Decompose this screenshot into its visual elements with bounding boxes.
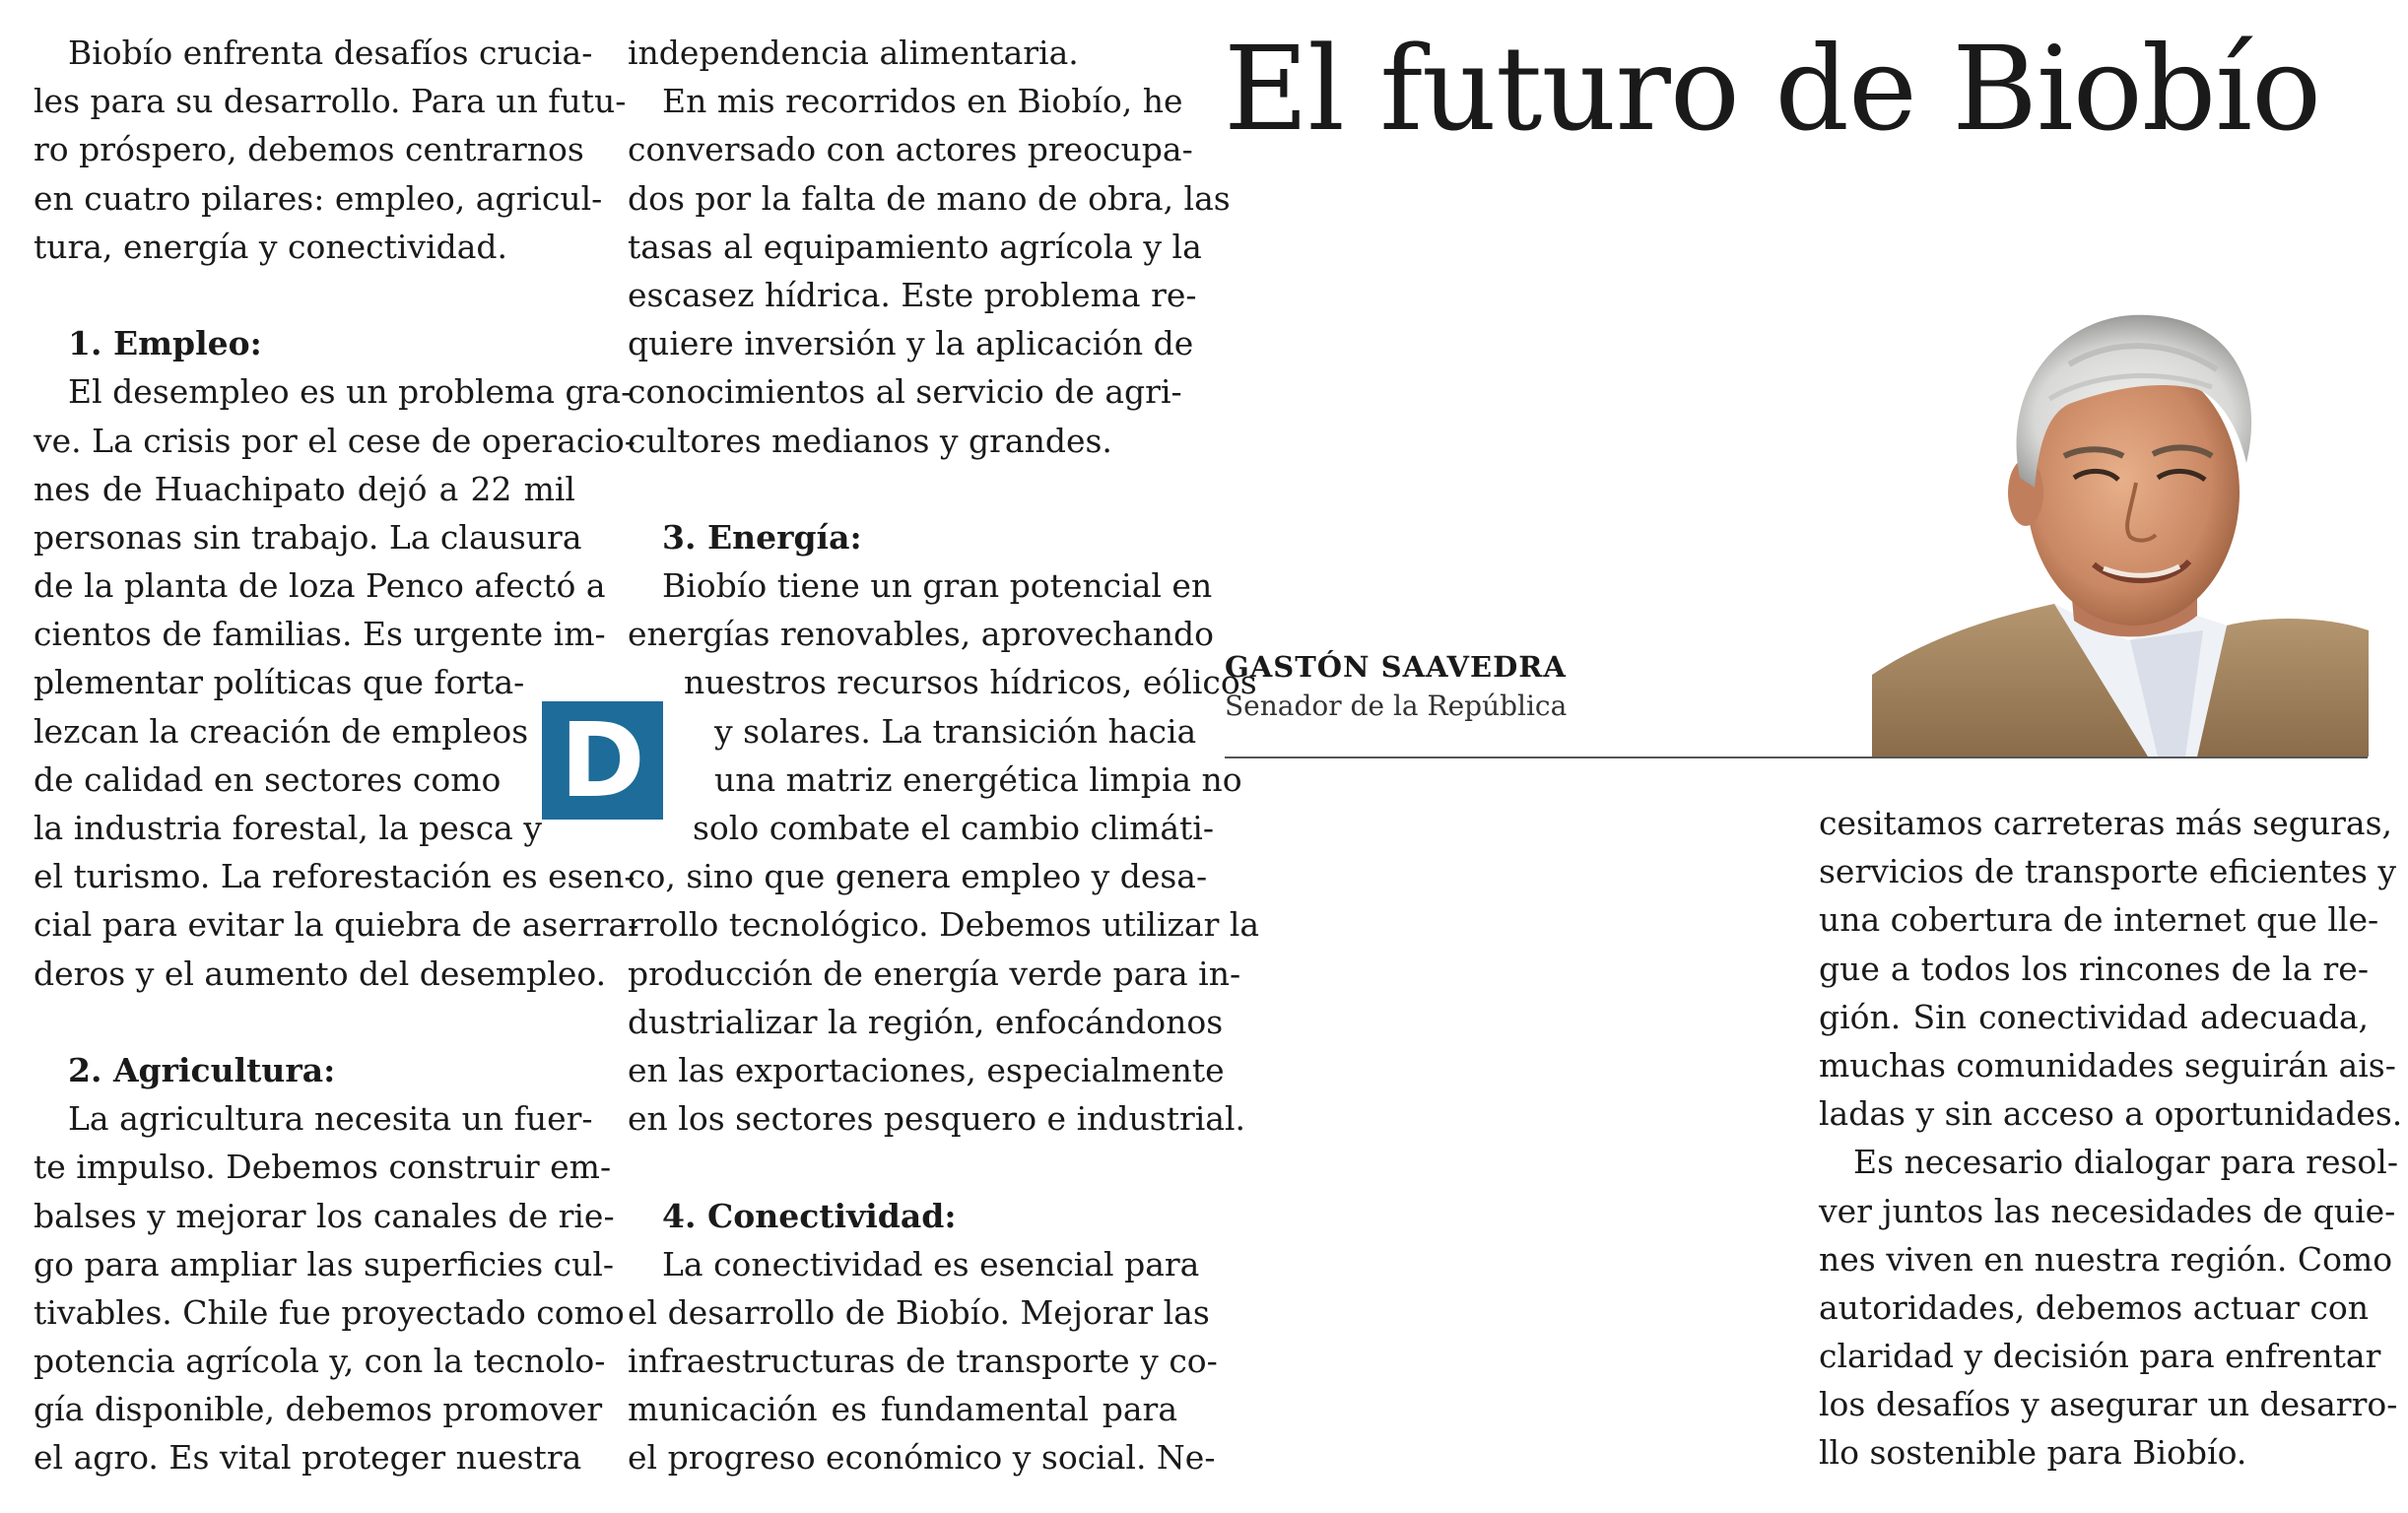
section-dropcap-badge: D bbox=[542, 701, 663, 820]
text-line: co, sino que genera empleo y desa- bbox=[628, 857, 1208, 896]
section-heading: 4. Conectividad: bbox=[662, 1196, 957, 1235]
text-line: en cuatro pilares: empleo, agricul- bbox=[33, 178, 603, 218]
section-heading: 3. Energía: bbox=[662, 517, 862, 557]
text-line: llo sostenible para Biobío. bbox=[1819, 1433, 2247, 1473]
text-line: plementar políticas que forta- bbox=[33, 663, 525, 702]
text-line: lezcan la creación de empleos bbox=[33, 711, 529, 751]
text-line: Es necesario dialogar para resol- bbox=[1853, 1143, 2398, 1182]
text-line: gue a todos los rincones de la re- bbox=[1819, 949, 2369, 988]
text-line: el desarrollo de Biobío. Mejorar las bbox=[628, 1292, 1210, 1332]
text-line: les para su desarrollo. Para un futu- bbox=[33, 82, 627, 121]
text-line: muchas comunidades seguirán ais- bbox=[1819, 1045, 2396, 1085]
text-line: ro próspero, debemos centrarnos bbox=[33, 130, 584, 169]
text-line: gión. Sin conectividad adecuada, bbox=[1819, 997, 2369, 1036]
paragraph-gap bbox=[628, 465, 1177, 513]
text-line: tura, energía y conectividad. bbox=[33, 227, 508, 266]
paragraph-gap bbox=[33, 998, 575, 1046]
text-line: una matriz energética limpia no bbox=[714, 759, 1242, 799]
text-line: En mis recorridos en Biobío, he bbox=[662, 82, 1183, 121]
text-line: servicios de transporte eficientes y bbox=[1819, 852, 2397, 891]
text-line: en los sectores pesquero e industrial. bbox=[628, 1099, 1245, 1139]
section-heading: 2. Agricultura: bbox=[68, 1050, 336, 1089]
text-line: cientos de familias. Es urgente im- bbox=[33, 615, 606, 654]
text-line: el progreso económico y social. Ne- bbox=[628, 1438, 1216, 1478]
text-line: dos por la falta de mano de obra, las bbox=[628, 178, 1231, 218]
text-line: conocimientos al servicio de agri- bbox=[628, 372, 1182, 412]
text-line: quiere inversión y la aplicación de bbox=[628, 324, 1194, 363]
text-line: deros y el aumento del desempleo. bbox=[33, 954, 607, 993]
text-line: ver juntos las necesidades de quie- bbox=[1819, 1191, 2396, 1230]
author-portrait-photo bbox=[1872, 291, 2369, 756]
text-line: energías renovables, aprovechando bbox=[628, 615, 1214, 654]
text-line: El desempleo es un problema gra- bbox=[68, 372, 633, 412]
text-line: tasas al equipamiento agrícola y la bbox=[628, 227, 1202, 266]
text-line: la industria forestal, la pesca y bbox=[33, 809, 542, 847]
text-line: claridad y decisión para enfrentar bbox=[1819, 1337, 2381, 1376]
text-line: Biobío enfrenta desafíos crucia- bbox=[68, 33, 593, 72]
text-line: el turismo. La reforestación es esen- bbox=[33, 857, 635, 896]
text-line: y solares. La transición hacia bbox=[714, 711, 1197, 751]
text-line: ladas y sin acceso a oportunidades. bbox=[1819, 1094, 2403, 1134]
paragraph-gap bbox=[33, 271, 575, 319]
text-line: balses y mejorar los canales de rie- bbox=[33, 1196, 615, 1235]
text-line: independencia alimentaria. bbox=[628, 33, 1079, 72]
text-line: de calidad en sectores como bbox=[33, 759, 502, 799]
text-line: conversado con actores preocupa- bbox=[628, 130, 1193, 169]
text-line: nes viven en nuestra región. Como bbox=[1819, 1239, 2393, 1279]
header-divider-rule bbox=[1225, 756, 2368, 758]
article-column-1 bbox=[33, 29, 639, 1482]
text-line: infraestructuras de transporte y co- bbox=[628, 1342, 1218, 1381]
article-title: El futuro de Biobío bbox=[1224, 21, 2321, 157]
text-line: los desafíos y asegurar un desarro- bbox=[1819, 1385, 2398, 1424]
text-line: municación es fundamental para bbox=[628, 1390, 1177, 1429]
text-line: el agro. Es vital proteger nuestra bbox=[33, 1438, 582, 1478]
text-line: solo combate el cambio climáti- bbox=[693, 809, 1215, 847]
text-line: escasez hídrica. Este problema re- bbox=[628, 275, 1197, 314]
article-column-2 bbox=[628, 29, 1260, 1482]
text-line: producción de energía verde para in- bbox=[628, 954, 1241, 993]
text-line: rrollo tecnológico. Debemos utilizar la bbox=[628, 905, 1260, 945]
section-heading: 1. Empleo: bbox=[68, 324, 262, 363]
text-line: Biobío tiene un gran potencial en bbox=[662, 566, 1213, 606]
text-line: dustrializar la región, enfocándonos bbox=[628, 1002, 1224, 1041]
author-role: Senador de la República bbox=[1225, 690, 1568, 722]
text-line: de la planta de loza Penco afectó a bbox=[33, 566, 606, 606]
text-line: tivables. Chile fue proyectado como bbox=[33, 1292, 625, 1332]
paragraph-gap bbox=[628, 1143, 1177, 1191]
text-line: gía disponible, debemos promover bbox=[33, 1390, 603, 1429]
text-line: La conectividad es esencial para bbox=[662, 1244, 1200, 1283]
text-line: te impulso. Debemos construir em- bbox=[33, 1148, 612, 1187]
text-line: cultores medianos y grandes. bbox=[628, 421, 1112, 460]
text-line: nuestros recursos hídricos, eólicos bbox=[684, 663, 1257, 702]
text-line: autoridades, debemos actuar con bbox=[1819, 1287, 2369, 1327]
text-line: cesitamos carreteras más seguras, bbox=[1819, 804, 2393, 842]
text-line: cial para evitar la quiebra de aserra- bbox=[33, 905, 639, 945]
text-line: personas sin trabajo. La clausura bbox=[33, 517, 582, 557]
text-line: en las exportaciones, especialmente bbox=[628, 1050, 1225, 1089]
text-line: potencia agrícola y, con la tecnolo- bbox=[33, 1342, 606, 1381]
article-column-3 bbox=[1819, 799, 2403, 1478]
author-name: GASTÓN SAAVEDRA bbox=[1225, 650, 1567, 684]
text-line: una cobertura de internet que lle- bbox=[1819, 900, 2379, 940]
text-line: nes de Huachipato dejó a 22 mil bbox=[33, 469, 575, 508]
text-line: ve. La crisis por el cese de operacio- bbox=[33, 421, 635, 460]
text-line: La agricultura necesita un fuer- bbox=[68, 1099, 593, 1139]
text-line: go para ampliar las superficies cul- bbox=[33, 1244, 615, 1283]
